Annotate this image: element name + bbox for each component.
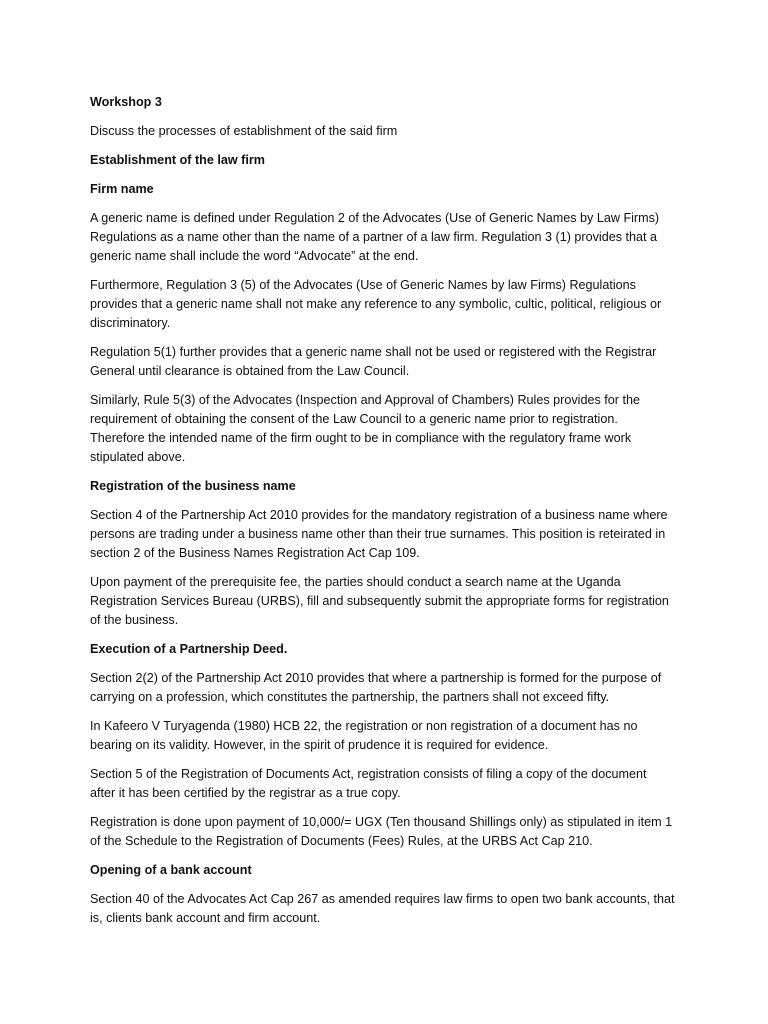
body-paragraph (90, 813, 690, 851)
text-line: Section 40 of the Advocates Act Cap 267 as amended requires law firms to open two bank accounts, that (90, 892, 675, 906)
text-line: Upon payment of the prerequisite fee, the parties should conduct a search name at the Uganda (90, 575, 621, 589)
section-heading (90, 861, 690, 880)
text-line: Registration Services Bureau (URBS), fill and subsequently submit the appropriate forms for registration (90, 594, 669, 608)
text-line: carrying on a profession, which constitutes the partnership, the partners shall not exceed fifty. (90, 690, 610, 704)
section-heading (90, 93, 690, 112)
body-paragraph (90, 669, 690, 707)
text-line: Regulations as a name other than the name of a partner of a law firm. Regulation 3 (1) provides that a (90, 230, 658, 244)
body-paragraph (90, 573, 690, 630)
text-line: Furthermore, Regulation 3 (5) of the Advocates (Use of Generic Names by law Firms) Regulations (90, 278, 636, 292)
body-paragraph (90, 890, 690, 928)
text-line: In Kafeero V Turyagenda (1980) HCB 22, the registration or non registration of a document has no (90, 719, 638, 733)
text-line: requirement of obtaining the consent of the Law Council to a generic name prior to registration. (90, 412, 618, 426)
text-line: of the business. (90, 613, 179, 627)
text-line: Section 5 of the Registration of Documents Act, registration consists of filing a copy of the document (90, 767, 647, 781)
text-line: Regulation 5(1) further provides that a generic name shall not be used or registered with the Registrar (90, 345, 657, 359)
section-heading (90, 180, 690, 199)
section-heading (90, 477, 690, 496)
text-line: A generic name is defined under Regulation 2 of the Advocates (Use of Generic Names by Law Firms) (90, 211, 660, 225)
text-line: Registration of the business name (90, 479, 296, 493)
text-line: generic name shall include the word “Advocate” at the end. (90, 249, 419, 263)
body-paragraph (90, 765, 690, 803)
text-line: General until clearance is obtained from the Law Council. (90, 364, 410, 378)
text-line: Workshop 3 (90, 95, 162, 109)
body-paragraph (90, 506, 690, 563)
body-paragraph (90, 391, 690, 467)
body-paragraph (90, 276, 690, 333)
text-line: bearing on its validity. However, in the spirit of prudence it is required for evidence. (90, 738, 549, 752)
text-line: Execution of a Partnership Deed. (90, 642, 288, 656)
text-line: Section 4 of the Partnership Act 2010 provides for the mandatory registration of a business name where (90, 508, 668, 522)
text-line: Opening of a bank account (90, 863, 252, 877)
text-line: Section 2(2) of the Partnership Act 2010 provides that where a partnership is formed for the purpose of (90, 671, 662, 685)
text-line: Similarly, Rule 5(3) of the Advocates (Inspection and Approval of Chambers) Rules provides for the (90, 393, 640, 407)
text-line: persons are trading under a business name other than their true surnames. This position is reteirated in (90, 527, 666, 541)
text-line: stipulated above. (90, 450, 186, 464)
body-paragraph (90, 209, 690, 266)
text-line: Establishment of the law firm (90, 153, 265, 167)
text-line: of the Schedule to the Registration of Documents (Fees) Rules, at the URBS Act Cap 210. (90, 834, 593, 848)
text-line: Discuss the processes of establishment of the said firm (90, 124, 398, 138)
section-heading (90, 151, 690, 170)
text-line: Firm name (90, 182, 154, 196)
body-paragraph (90, 717, 690, 755)
section-heading (90, 640, 690, 659)
body-paragraph (90, 122, 690, 141)
text-line: discriminatory. (90, 316, 171, 330)
text-line: provides that a generic name shall not make any reference to any symbolic, cultic, political, religious or (90, 297, 662, 311)
text-line: section 2 of the Business Names Registration Act Cap 109. (90, 546, 420, 560)
text-line: is, clients bank account and firm account. (90, 911, 321, 925)
document-page (90, 93, 690, 938)
text-line: after it has been certified by the registrar as a true copy. (90, 786, 401, 800)
text-line: Therefore the intended name of the firm ought to be in compliance with the regulatory frame work (90, 431, 632, 445)
body-paragraph (90, 343, 690, 381)
text-line: Registration is done upon payment of 10,000/= UGX (Ten thousand Shillings only) as stipulated in item 1 (90, 815, 673, 829)
